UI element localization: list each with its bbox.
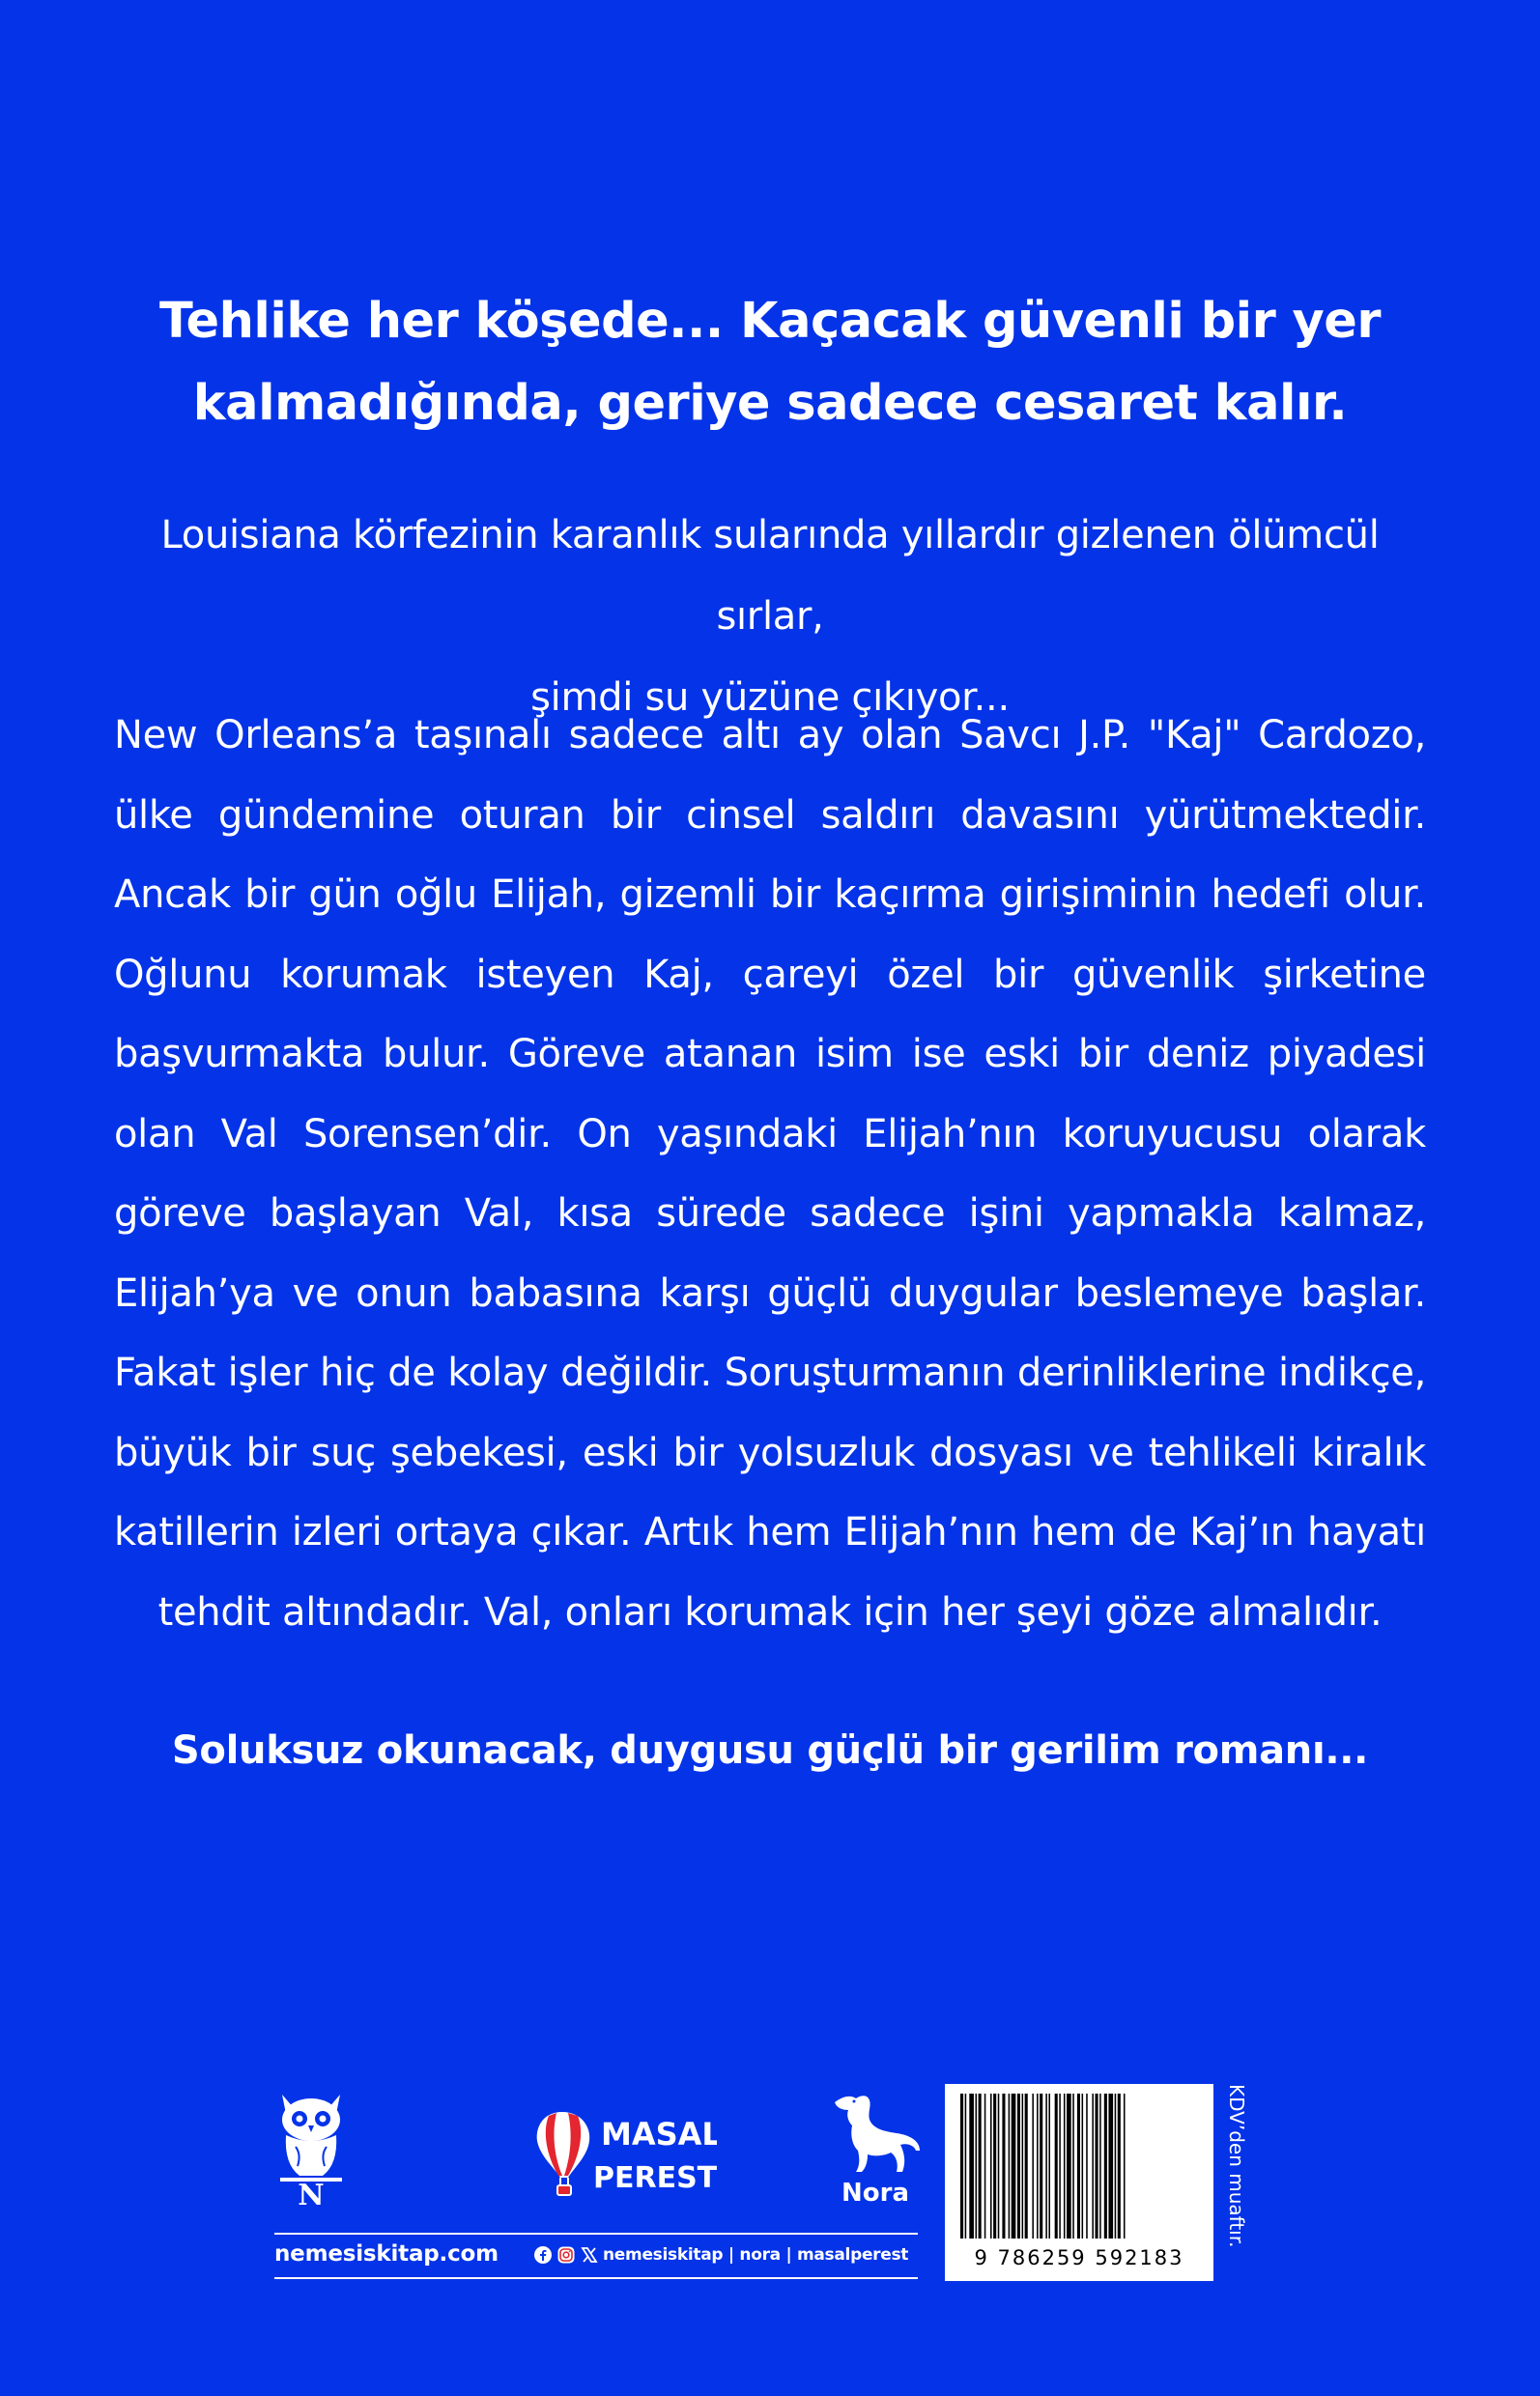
barcode-bar xyxy=(1077,2094,1080,2239)
barcode-bar xyxy=(969,2094,974,2239)
barcode-bar xyxy=(1108,2094,1113,2239)
barcode-bar xyxy=(1012,2094,1016,2239)
social-handles: nemesiskitap | nora | masalperest xyxy=(603,2245,909,2265)
barcode-bar xyxy=(1086,2094,1088,2239)
barcode-bar xyxy=(993,2094,996,2239)
tagline-line-2: kalmadığında, geriye sadece cesaret kalır. xyxy=(192,375,1348,432)
barcode-bar xyxy=(1104,2094,1107,2239)
footer-divider-top xyxy=(274,2233,918,2235)
barcode-bar xyxy=(1032,2094,1034,2239)
instagram-icon[interactable] xyxy=(556,2245,576,2265)
barcode-bar xyxy=(1124,2094,1126,2239)
barcode-bar xyxy=(990,2094,992,2239)
barcode-bar xyxy=(1092,2094,1094,2239)
barcode-bar xyxy=(976,2094,978,2239)
barcode-bar xyxy=(1072,2094,1074,2239)
barcode-bar xyxy=(1059,2094,1061,2239)
barcode-bar xyxy=(1115,2094,1117,2239)
barcode-bar xyxy=(1017,2094,1020,2239)
facebook-icon[interactable] xyxy=(533,2245,553,2265)
barcode-bar xyxy=(1096,2094,1098,2239)
barcode-bar xyxy=(1045,2094,1047,2239)
isbn-number: 9 786259 592183 xyxy=(974,2246,1184,2269)
social-media-row xyxy=(533,2241,908,2268)
barcode-bar xyxy=(1082,2094,1084,2239)
nora-greyhound-logo xyxy=(829,2087,926,2207)
tagline xyxy=(77,280,1463,444)
masal-perest-logo xyxy=(533,2106,717,2203)
nemesis-owl-logo xyxy=(272,2087,350,2207)
barcode-bar xyxy=(1064,2094,1066,2239)
barcode-bar xyxy=(1099,2094,1101,2239)
website-link[interactable]: nemesiskitap.com xyxy=(274,2241,499,2267)
barcode-bar xyxy=(984,2094,986,2239)
barcode-bar xyxy=(1009,2094,1011,2239)
intro-line-1: Louisiana körfezinin karanlık sularında yıllardır gizlenen ölümcül sırlar, xyxy=(160,513,1380,639)
barcode-bar xyxy=(1048,2094,1050,2239)
barcode-bar xyxy=(1037,2094,1039,2239)
barcode-bar xyxy=(1002,2094,1005,2239)
nora-logo-text: Nora xyxy=(841,2179,909,2207)
barcode-bar xyxy=(1067,2094,1071,2239)
barcode-bar xyxy=(960,2094,963,2239)
barcode-bar xyxy=(965,2094,967,2239)
footer-divider-bottom xyxy=(274,2277,918,2279)
barcode-bar xyxy=(979,2094,982,2239)
intro-line-2: şimdi su yüzüne çıkıyor... xyxy=(530,675,1010,720)
barcode-bar xyxy=(1118,2094,1121,2239)
synopsis-paragraph: New Orleans’a taşınalı sadece altı ay olan Savcı J.P. "Kaj" Cardozo, ülke gündemine oturan bir cinsel saldırı davasını yürütmektedir. Ancak bir gün oğlu Elijah, gizemli bir kaçırma girişiminin hedefi olur. Oğlunu korumak isteyen Kaj, çareyi özel bir güvenlik şirketine başvurmakta bulur. Göreve atanan isim ise eski bir deniz piyadesi olan Val Sorensen’dir. On yaşındaki Elijah’nın koruyucusu olarak göreve başlayan Val, kısa sürede sadece işini yapmakla kalmaz, Elijah’ya ve onun babasına karşı güçlü duygular beslemeye başlar. Fakat işler hiç de kolay değildir. Soruşturmanın derinliklerine indikçe, büyük bir suç şebekesi, eski bir yolsuzluk dosyası ve tehlikeli kiralık katillerin izleri ortaya çıkar. Artık hem Elijah’nın hem de Kaj’ın hayatı tehdit altındadır. Val, onları korumak için her şeyi göze almalıdır. xyxy=(114,713,1426,1635)
tagline-line-1: Tehlike her köşede... Kaçacak güvenli bir yer xyxy=(158,293,1382,350)
vat-note-text: KDV’den muaftır. xyxy=(1225,2084,1248,2248)
owl-logo-letter: N xyxy=(298,2179,325,2207)
masal-logo-line-1: MASAL xyxy=(601,2116,717,2153)
vat-exempt-note xyxy=(1225,2084,1264,2281)
barcode-bar xyxy=(1040,2094,1042,2239)
masal-logo-line-2: PEREST xyxy=(593,2161,717,2195)
barcode-bar xyxy=(1055,2094,1058,2239)
barcode-bar xyxy=(1025,2094,1028,2239)
closing-line: Soluksuz okunacak, duygusu güçlü bir gerilim romanı... xyxy=(171,1728,1369,1773)
isbn-barcode xyxy=(945,2084,1213,2281)
barcode-bars xyxy=(958,2094,1200,2239)
barcode-bar xyxy=(1022,2094,1024,2239)
x-icon[interactable] xyxy=(580,2245,599,2265)
barcode-bar xyxy=(998,2094,1000,2239)
